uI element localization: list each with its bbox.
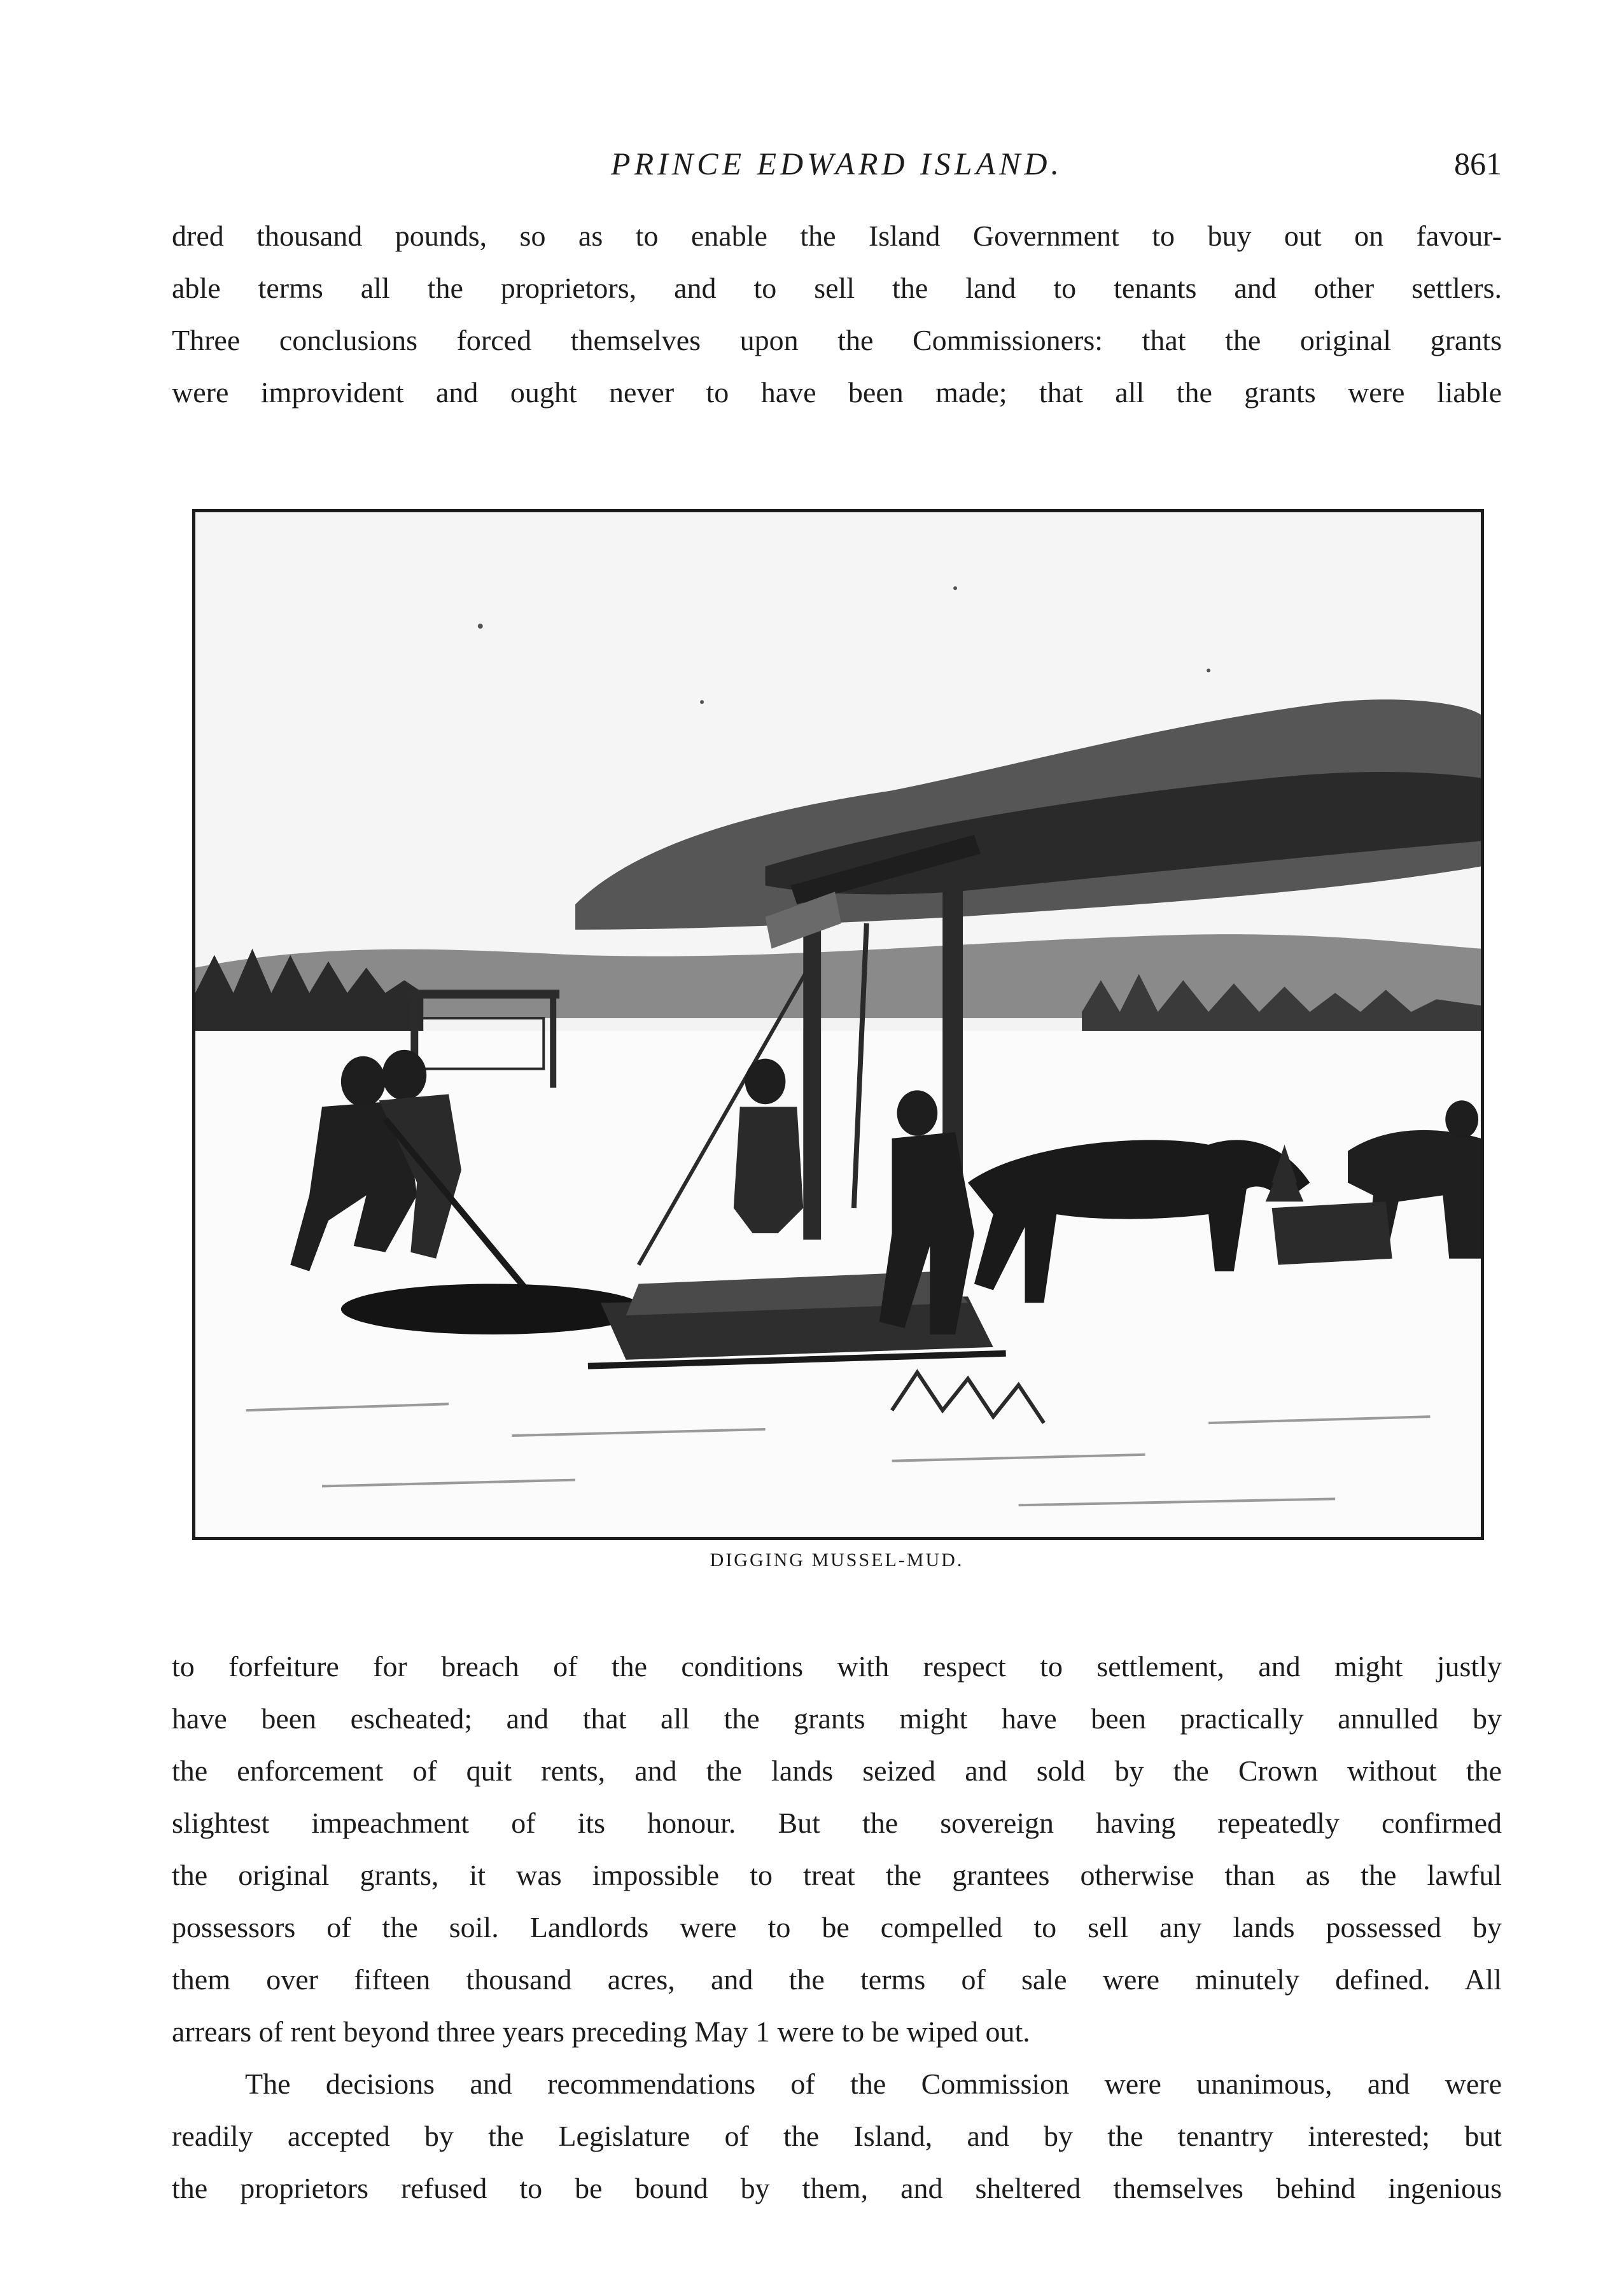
text-line: dred thousand pounds, so as to enable the Island Government to buy out on favour- (172, 220, 1502, 252)
paragraph-top (172, 210, 1502, 419)
text-line: able terms all the proprietors, and to sell the land to tenants and other settlers. (172, 272, 1502, 304)
text-line: the enforcement of quit rents, and the lands seized and sold by the Crown without the (172, 1754, 1502, 1787)
text-line: were improvident and ought never to have been made; that all the grants were liable (172, 376, 1502, 409)
text-line: the proprietors refused to be bound by them, and sheltered themselves behind ingenious (172, 2172, 1502, 2204)
text-line: readily accepted by the Legislature of the Island, and by the tenantry interested; but (172, 2120, 1502, 2152)
running-head (172, 141, 1502, 186)
text-line: them over fifteen thousand acres, and the terms of sale were minutely defined. All (172, 1963, 1502, 1996)
mussel-mud-illustration (195, 512, 1481, 1537)
text-line: arrears of rent beyond three years preceding May 1 were to be wiped out. (172, 2015, 1030, 2048)
figure-caption: DIGGING MUSSEL-MUD. (710, 1550, 964, 1571)
text-line: possessors of the soil. Landlords were to be compelled to sell any lands possessed by (172, 1911, 1502, 1943)
paragraph-bottom (172, 1641, 1502, 2058)
paragraph-final (172, 2058, 1502, 2215)
running-title: PRINCE EDWARD ISLAND. (611, 146, 1063, 181)
text-line: the original grants, it was impossible to treat the grantees otherwise than as the lawful (172, 1859, 1502, 1891)
text-line: Three conclusions forced themselves upon the Commissioners: that the original grants (172, 324, 1502, 356)
text-line: slightest impeachment of its honour. But the sovereign having repeatedly confirmed (172, 1807, 1502, 1839)
text-line: have been escheated; and that all the grants might have been practically annulled by (172, 1702, 1502, 1735)
illustration-frame (192, 509, 1484, 1540)
page-number: 861 (1454, 146, 1502, 181)
text-line: The decisions and recommendations of the Commission were unanimous, and were (245, 2068, 1502, 2100)
text-line: to forfeiture for breach of the conditions with respect to settlement, and might justly (172, 1650, 1502, 1683)
